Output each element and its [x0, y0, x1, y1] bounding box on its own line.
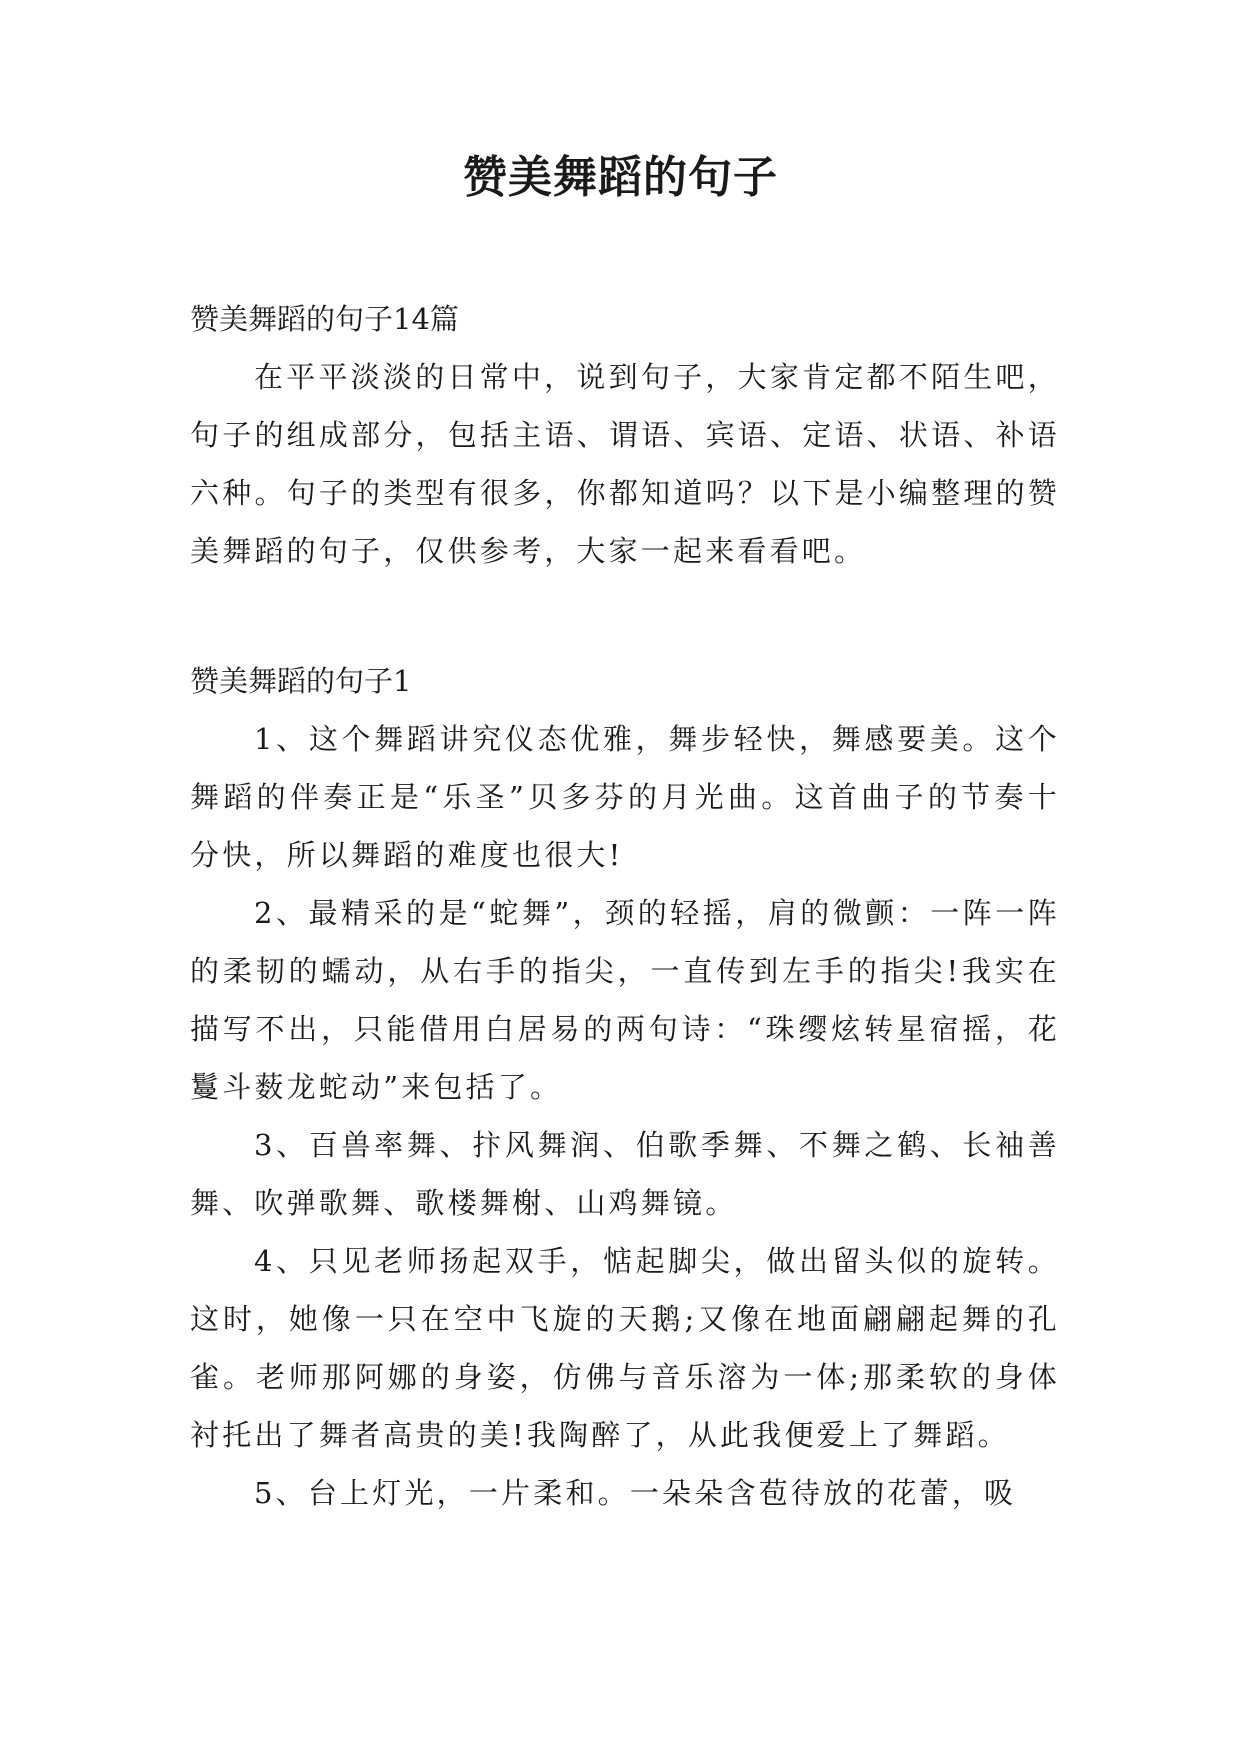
document-subtitle: 赞美舞蹈的句子14篇: [190, 302, 459, 336]
intro-paragraph: 在平平淡淡的日常中，说到句子，大家肯定都不陌生吧，句子的组成部分，包括主语、谓语、宾语、定语、状语、补语六种。句子的类型有很多，你都知道吗？以下是小编整理的赞美舞蹈的句子，仅供参考，大家一起来看看吧。: [190, 360, 1060, 568]
document-title: 赞美舞蹈的句子: [463, 152, 778, 203]
section-spacer: [190, 580, 1060, 652]
list-item: 3、百兽率舞、抃风舞润、伯歌季舞、不舞之鹤、长袖善舞、吹弹歌舞、歌楼舞榭、山鸡舞镜。: [190, 1128, 1060, 1220]
list-item: 1、这个舞蹈讲究仪态优雅，舞步轻快，舞感要美。这个舞蹈的伴奏正是“乐圣”贝多芬的月光曲。这首曲子的节奏十分快，所以舞蹈的难度也很大!: [190, 722, 1060, 872]
list-item: 4、只见老师扬起双手，惦起脚尖，做出留头似的旋转。这时，她像一只在空中飞旋的天鹅;又像在地面翩翩起舞的孔雀。老师那阿娜的身姿，仿佛与音乐溶为一体;那柔软的身体衬托出了舞者高贵的美!我陶醉了，从此我便爱上了舞蹈。: [190, 1244, 1060, 1452]
list-item: 2、最精采的是“蛇舞”，颈的轻摇，肩的微颤：一阵一阵的柔韧的蠕动，从右手的指尖，一直传到左手的指尖!我实在描写不出，只能借用白居易的两句诗：“珠缨炫转星宿摇，花鬘斗薮龙蛇动”来包括了。: [190, 896, 1060, 1104]
document-body: [190, 290, 1060, 1522]
list-item: 5、台上灯光，一片柔和。一朵朵含苞待放的花蕾，吸: [254, 1476, 1017, 1510]
section-heading: 赞美舞蹈的句子1: [190, 664, 412, 698]
